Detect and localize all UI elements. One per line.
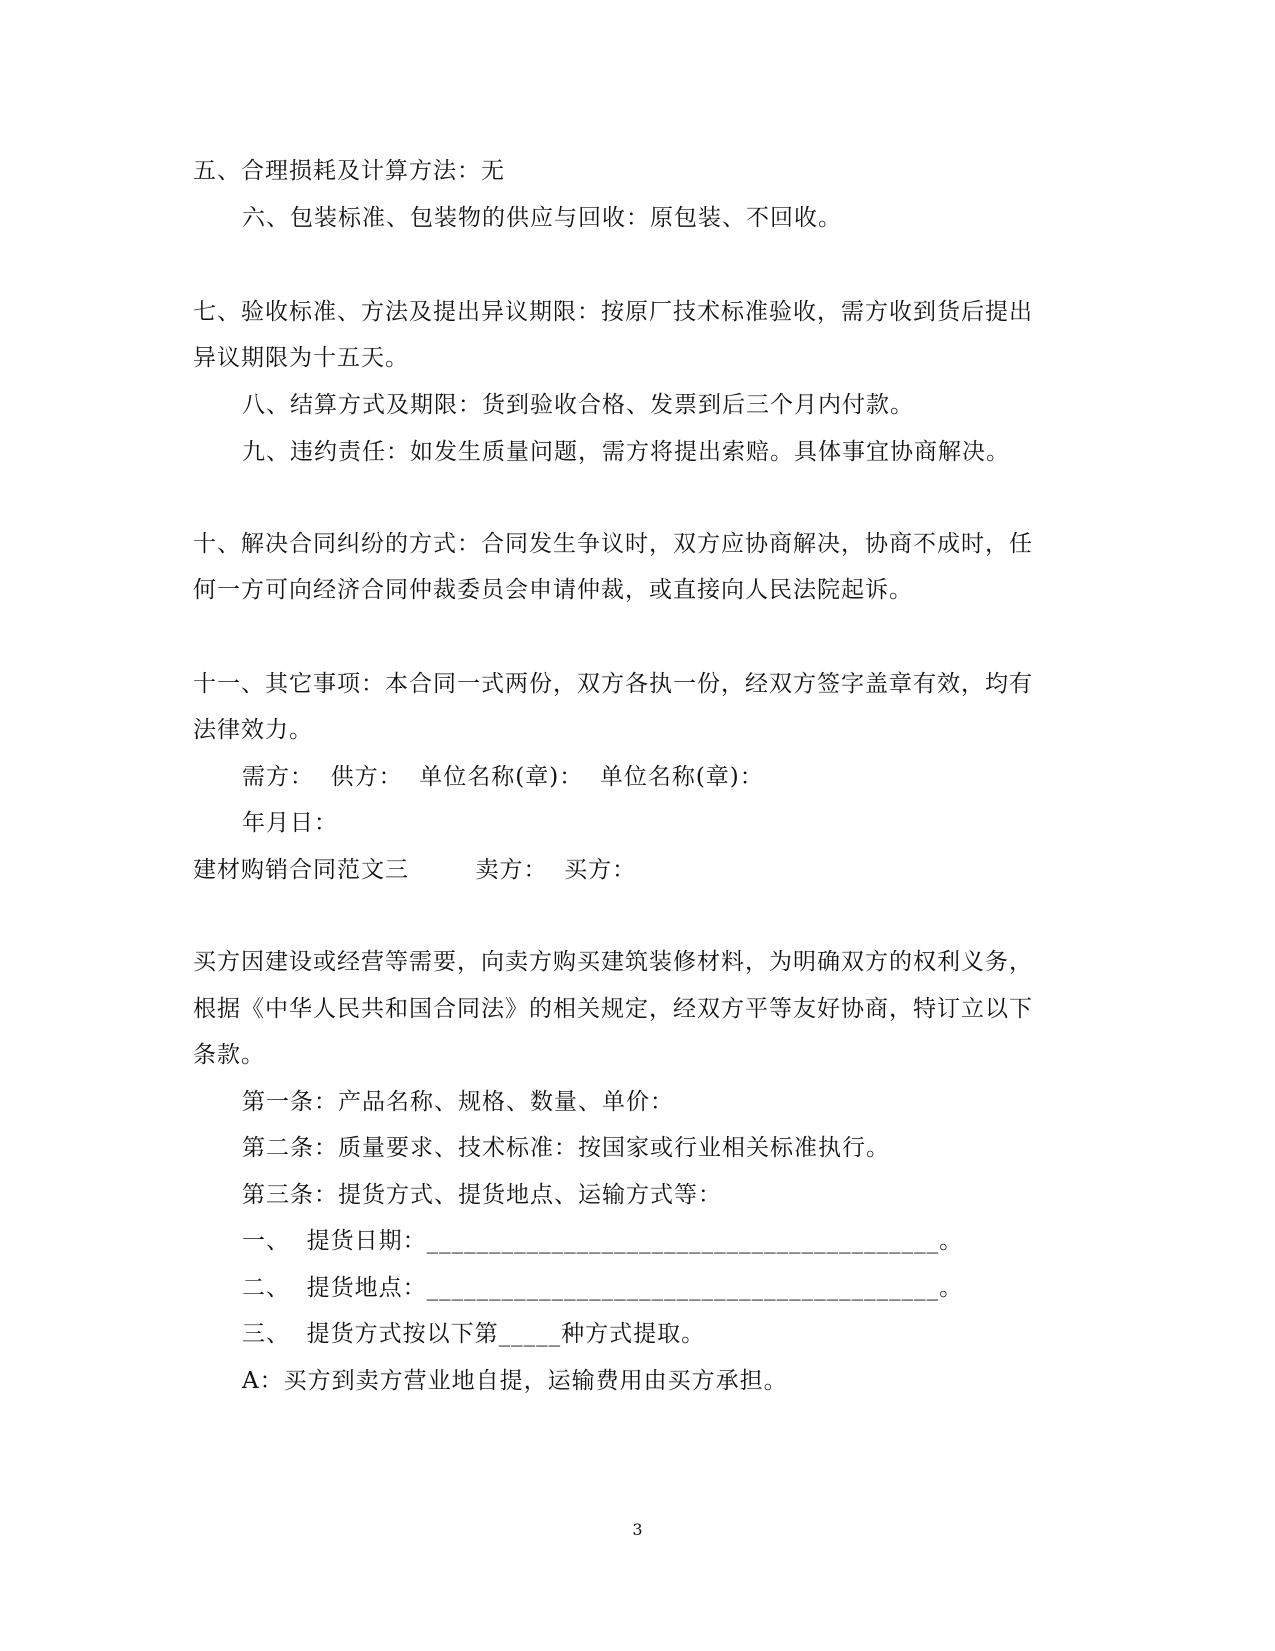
text-line: 何一方可向经济合同仲裁委员会申请仲裁，或直接向人民法院起诉。 bbox=[193, 577, 913, 603]
text-line: 一、 提货日期：_________________________________________。 bbox=[242, 1228, 964, 1254]
text-line: 买方因建设或经营等需要，向卖方购买建筑装修材料，为明确双方的权利义务， bbox=[193, 949, 1033, 975]
text-line: 三、 提货方式按以下第_____种方式提取。 bbox=[242, 1321, 706, 1347]
text-line: 第一条：产品名称、规格、数量、单价： bbox=[242, 1089, 674, 1115]
text-line: A：买方到卖方营业地自提，运输费用由买方承担。 bbox=[242, 1368, 788, 1394]
text-line: 建材购销合同范文三 卖方： 买方： bbox=[193, 857, 637, 883]
text-line: 六、包装标准、包装物的供应与回收：原包装、不回收。 bbox=[242, 205, 842, 231]
text-line: 需方： 供方： 单位名称(章)： 单位名称(章)： bbox=[242, 764, 764, 790]
text-line: 第二条：质量要求、技术标准：按国家或行业相关标准执行。 bbox=[242, 1135, 890, 1161]
page-number: 3 bbox=[632, 1520, 643, 1539]
text-line: 十、解决合同纠纷的方式：合同发生争议时，双方应协商解决，协商不成时，任 bbox=[193, 531, 1033, 557]
text-line: 八、结算方式及期限：货到验收合格、发票到后三个月内付款。 bbox=[242, 392, 914, 418]
text-line: 第三条：提货方式、提货地点、运输方式等： bbox=[242, 1182, 722, 1208]
text-line: 十一、其它事项：本合同一式两份，双方各执一份，经双方签字盖章有效，均有 bbox=[193, 671, 1033, 697]
text-line: 二、 提货地点：_________________________________________。 bbox=[242, 1275, 964, 1301]
text-line: 七、验收标准、方法及提出异议期限：按原厂技术标准验收，需方收到货后提出 bbox=[193, 299, 1033, 325]
text-line: 九、违约责任：如发生质量问题，需方将提出索赔。具体事宜协商解决。 bbox=[242, 439, 1010, 465]
text-line: 根据《中华人民共和国合同法》的相关规定，经双方平等友好协商，特订立以下 bbox=[193, 996, 1033, 1022]
text-line: 条款。 bbox=[193, 1042, 265, 1068]
text-line: 年月日： bbox=[242, 810, 338, 836]
text-line: 法律效力。 bbox=[193, 717, 313, 743]
text-line: 五、合理损耗及计算方法：无 bbox=[193, 158, 505, 184]
text-line: 异议期限为十五天。 bbox=[193, 345, 409, 371]
